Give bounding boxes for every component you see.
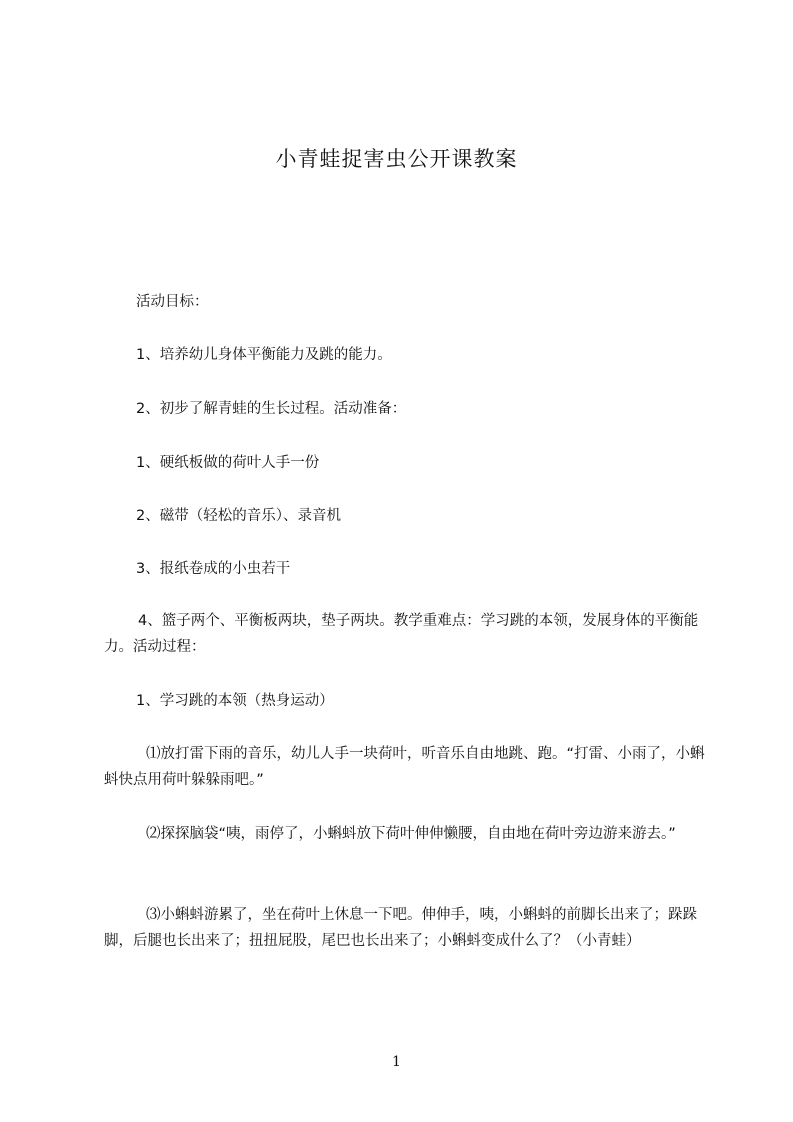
paragraph-goal-1: 1、培养幼儿身体平衡能力及跳的能力。 <box>136 347 392 363</box>
paragraph-step-1: ⑴放打雷下雨的音乐，幼儿人手一块荷叶，听音乐自由地跳、跑。“打雷、小雨了，小蝌蚪快点用荷叶躲躲雨吧。” <box>104 746 705 788</box>
paragraph-goal-2: 2、初步了解青蛙的生长过程。活动准备： <box>136 401 407 417</box>
paragraph-activity-goals-heading: 活动目标： <box>136 294 209 310</box>
paragraph-prep-2: 2、磁带（轻松的音乐）、录音机 <box>136 508 341 524</box>
page-number: 1 <box>392 1054 401 1070</box>
paragraph-prep-3: 3、报纸卷成的小虫若干 <box>136 561 291 577</box>
page-title: 小青蛙捉害虫公开课教案 <box>275 147 518 171</box>
paragraph-step-2: ⑵探探脑袋“咦，雨停了，小蝌蚪放下荷叶伸伸懒腰，自由地在荷叶旁边游来游去。” <box>146 826 676 842</box>
paragraph-step-3: ⑶小蝌蚪游累了，坐在荷叶上休息一下吧。伸伸手，咦，小蝌蚪的前脚长出来了；跺跺脚，后腿也长出来了；扭扭屁股，尾巴也长出来了；小蝌蚪变成什么了？（小青蛙） <box>104 907 697 949</box>
paragraph-prep-4: 4、篮子两个、平衡板两块，垫子两块。教学重难点：学习跳的本领，发展身体的平衡能力。活动过程： <box>104 613 699 655</box>
paragraph-process-1: 1、学习跳的本领（热身运动） <box>136 693 334 709</box>
paragraph-prep-1: 1、硬纸板做的荷叶人手一份 <box>136 455 320 471</box>
